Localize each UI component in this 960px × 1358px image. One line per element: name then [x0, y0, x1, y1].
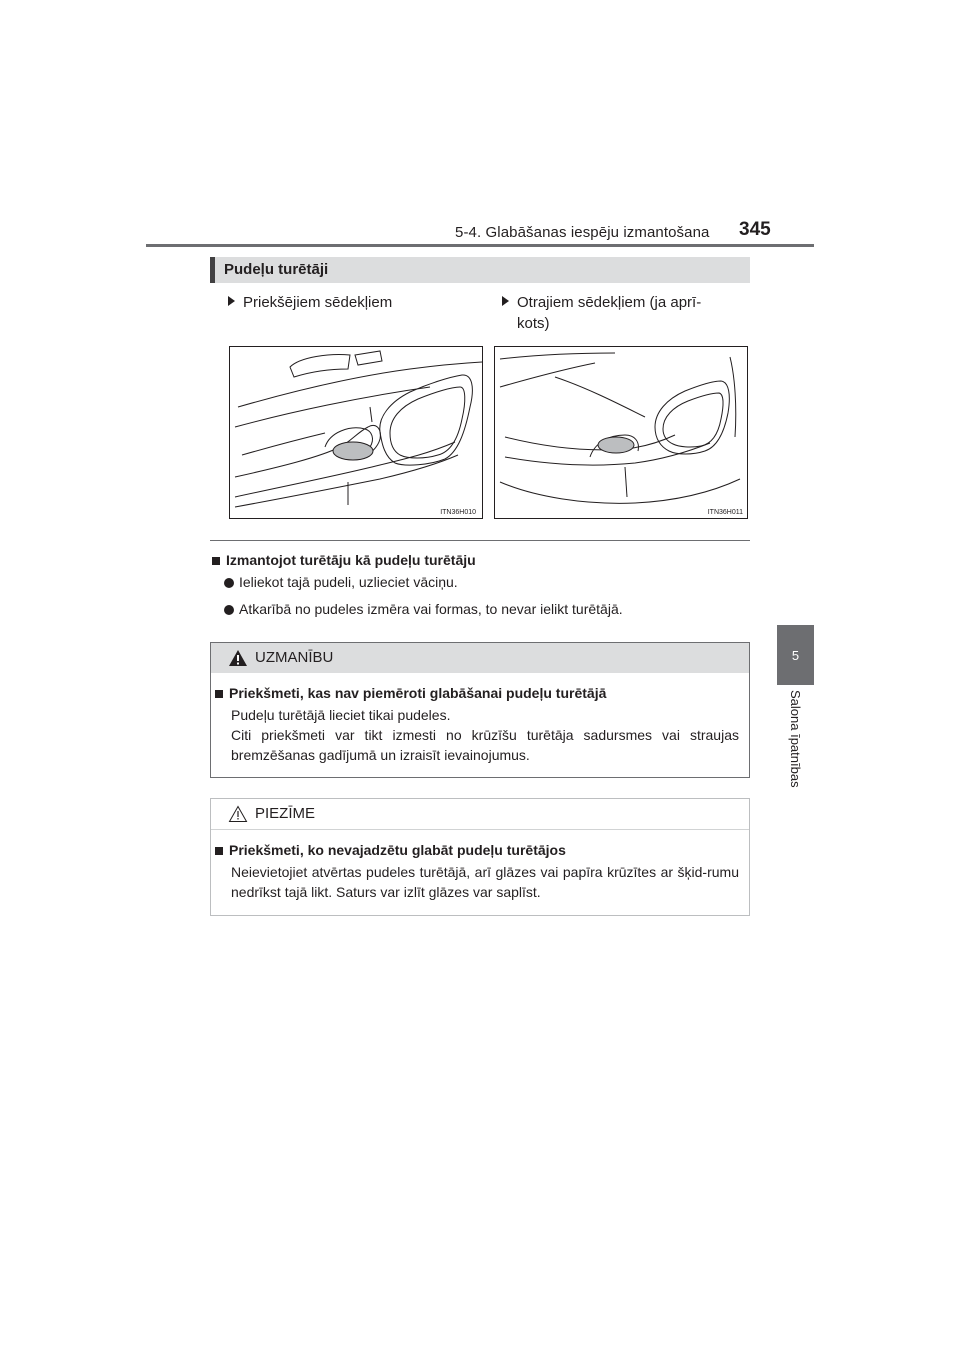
figure-code: ITN36H011	[707, 509, 743, 516]
notice-body	[211, 830, 749, 902]
caption-text-line2: kots)	[517, 315, 550, 332]
caution-label: UZMANĪBU	[255, 649, 334, 666]
usage-heading	[212, 552, 476, 568]
notice-triangle-icon	[228, 805, 248, 823]
usage-item-size	[224, 601, 623, 617]
arrow-bullet-icon	[502, 296, 509, 306]
usage-item-text: Ieliekot tajā pudeli, uzlieciet vāciņu.	[239, 574, 458, 590]
square-bullet-icon	[215, 847, 223, 855]
header-rule	[146, 244, 814, 247]
caution-header	[211, 643, 749, 673]
caution-line-2: Citi priekšmeti var tikt izmesti no krūzīšu turētāja sadursmes vai straujas bremzēšanas gadījumā un izraisīt ievainojumus.	[231, 727, 739, 763]
chapter-label: Salona īpatnības	[788, 690, 803, 788]
usage-item-text: Atkarībā no pudeles izmēra vai formas, to nevar ielikt turētājā.	[239, 601, 623, 617]
notice-label: PIEZĪME	[255, 805, 316, 822]
arrow-bullet-icon	[228, 296, 235, 306]
caution-heading	[215, 683, 739, 703]
caption-text-line1: Otrajiem sēdekļiem (ja aprī-	[517, 294, 702, 311]
usage-item-cap	[224, 574, 458, 590]
caption-text: Priekšējiem sēdekļiem	[243, 294, 393, 311]
figure-rear-bottle-holder	[494, 346, 748, 519]
front-door-illustration	[230, 347, 482, 518]
warning-triangle-icon	[228, 649, 248, 667]
figure-code: ITN36H010	[440, 509, 476, 516]
square-bullet-icon	[215, 690, 223, 698]
chapter-tab	[777, 625, 814, 685]
figure-caption-rear	[502, 292, 747, 334]
notice-heading	[215, 840, 739, 860]
figure-front-bottle-holder	[229, 346, 483, 519]
usage-heading-text: Izmantojot turētāju kā pudeļu turētāju	[226, 552, 476, 568]
section-header-title: 5-4. Glabāšanas iespēju izmantošana	[455, 224, 710, 241]
section-title: Pudeļu turētāji	[224, 261, 329, 278]
chapter-number: 5	[791, 647, 800, 663]
section-marker	[210, 257, 215, 283]
caution-heading-text: Priekšmeti, kas nav piemēroti glabāšanai pudeļu turētājā	[229, 685, 607, 701]
figure-caption-front	[228, 292, 392, 313]
page-number: 345	[739, 219, 771, 240]
notice-header	[211, 799, 749, 830]
caution-line-1: Pudeļu turētājā lieciet tikai pudeles.	[231, 707, 451, 723]
square-bullet-icon	[212, 557, 220, 565]
dot-bullet-icon	[224, 578, 234, 588]
section-title-bar	[210, 257, 750, 283]
dot-bullet-icon	[224, 605, 234, 615]
section-divider	[210, 540, 750, 541]
notice-text: Neievietojiet atvērtas pudeles turētājā, arī glāzes vai papīra krūzītes ar šķid-rumu nedrīkst tajā likt. Saturs var izlīt glāzes var saplīst.	[231, 864, 739, 900]
notice-box	[210, 798, 750, 916]
rear-door-illustration	[495, 347, 749, 518]
caution-body	[211, 673, 749, 765]
caution-box	[210, 642, 750, 778]
notice-heading-text: Priekšmeti, ko nevajadzētu glabāt pudeļu turētājos	[229, 842, 566, 858]
